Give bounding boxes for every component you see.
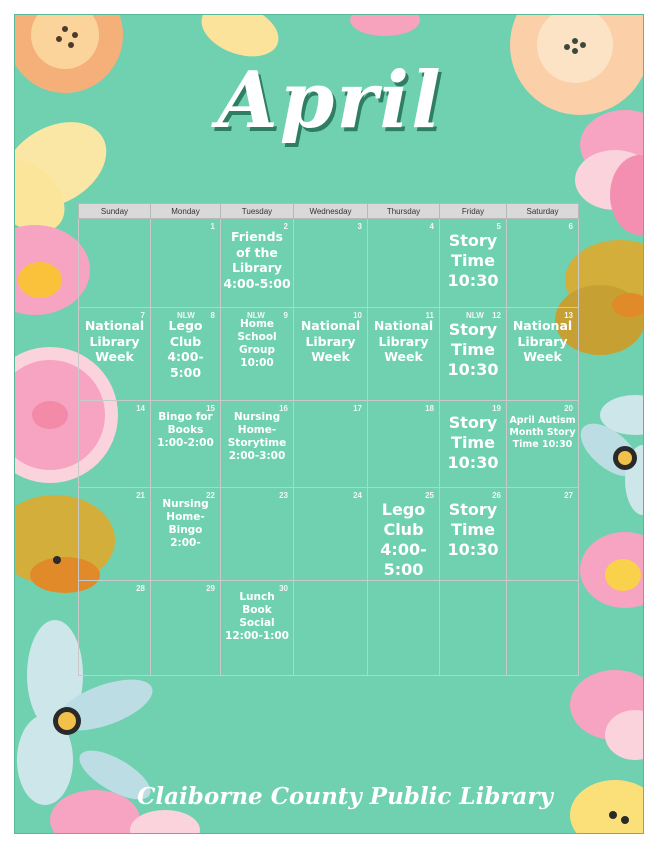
day-number: 29 xyxy=(206,584,215,593)
weekday-header: Sunday xyxy=(79,204,151,219)
calendar-week-row xyxy=(79,488,579,581)
event-text: Story Time 10:30 xyxy=(447,320,499,379)
nlw-tag: NLW xyxy=(177,311,195,320)
day-number: 27 xyxy=(564,491,573,500)
calendar-day-cell xyxy=(151,581,221,676)
day-number: 4 xyxy=(429,222,434,231)
calendar-week-row xyxy=(79,219,579,308)
event-text: Lego Club 4:00-5:00 xyxy=(167,318,204,380)
calendar-day-cell xyxy=(79,219,151,308)
day-number: 11 xyxy=(425,311,434,320)
day-number: 1 xyxy=(210,222,215,231)
flower-icon xyxy=(570,670,644,834)
day-number: 6 xyxy=(568,222,573,231)
day-number: 30 xyxy=(279,584,288,593)
day-number: 23 xyxy=(279,491,288,500)
nlw-tag: NLW xyxy=(247,311,265,320)
flower-icon xyxy=(575,110,644,235)
weekday-header: Friday xyxy=(440,204,507,219)
event-text: April Autism Month Story Time 10:30 xyxy=(509,415,576,450)
calendar-week-row xyxy=(79,308,579,401)
event-text: Story Time 10:30 xyxy=(447,231,499,290)
weekday-header: Monday xyxy=(151,204,221,219)
event-text: Nursing Home-Bingo 2:00- xyxy=(162,498,209,550)
calendar-page xyxy=(14,14,644,834)
calendar-day-cell xyxy=(440,488,507,581)
calendar-day-cell xyxy=(151,401,221,488)
calendar-day-cell xyxy=(440,401,507,488)
event-text: Story Time 10:30 xyxy=(447,413,499,472)
calendar-day-cell xyxy=(294,219,368,308)
day-number: 18 xyxy=(425,404,434,413)
day-number: 8 xyxy=(210,311,215,320)
weekday-header: Tuesday xyxy=(221,204,294,219)
calendar-day-cell xyxy=(440,219,507,308)
day-number: 5 xyxy=(496,222,501,231)
calendar-day-cell xyxy=(79,581,151,676)
nlw-tag: NLW xyxy=(466,311,484,320)
calendar-day-cell xyxy=(79,401,151,488)
weekday-header: Thursday xyxy=(368,204,440,219)
calendar-day-cell xyxy=(507,308,579,401)
calendar-day-cell xyxy=(221,581,294,676)
day-number: 14 xyxy=(136,404,145,413)
day-number: 28 xyxy=(136,584,145,593)
day-number: 12 xyxy=(492,311,501,320)
calendar-day-cell xyxy=(440,308,507,401)
event-text: National Library Week xyxy=(300,318,361,365)
calendar-day-cell xyxy=(507,219,579,308)
flower-icon xyxy=(580,532,644,608)
calendar-day-cell xyxy=(368,488,440,581)
day-number: 21 xyxy=(136,491,145,500)
calendar-day-cell xyxy=(151,308,221,401)
calendar-day-cell xyxy=(368,219,440,308)
event-text: Bingo for Books 1:00-2:00 xyxy=(157,411,214,450)
day-number: 2 xyxy=(283,222,288,231)
day-number: 26 xyxy=(492,491,501,500)
flower-icon xyxy=(510,15,644,115)
weekday-header: Wednesday xyxy=(294,204,368,219)
calendar-day-cell xyxy=(507,581,579,676)
calendar-day-cell xyxy=(294,488,368,581)
day-number: 3 xyxy=(357,222,362,231)
calendar-day-cell xyxy=(151,488,221,581)
calendar-grid xyxy=(78,203,579,676)
day-number: 16 xyxy=(279,404,288,413)
day-number: 13 xyxy=(564,311,573,320)
day-number: 20 xyxy=(564,404,573,413)
calendar-day-cell xyxy=(221,401,294,488)
event-text: National Library Week xyxy=(373,318,434,365)
calendar-week-row xyxy=(79,401,579,488)
calendar-day-cell xyxy=(221,308,294,401)
day-number: 22 xyxy=(206,491,215,500)
calendar-day-cell xyxy=(221,488,294,581)
calendar-day-cell xyxy=(507,488,579,581)
event-text: Nursing Home-Storytime 2:00-3:00 xyxy=(227,411,287,463)
event-text: Lego Club 4:00-5:00 xyxy=(380,500,427,579)
day-number: 24 xyxy=(353,491,362,500)
event-text: National Library Week xyxy=(512,318,573,365)
calendar-day-cell xyxy=(368,581,440,676)
event-text: Lunch Book Social 12:00-1:00 xyxy=(225,591,289,643)
leaf-icon xyxy=(350,15,420,36)
weekday-header-row xyxy=(79,204,579,219)
calendar-day-cell xyxy=(368,401,440,488)
day-number: 25 xyxy=(425,491,434,500)
calendar-day-cell xyxy=(294,401,368,488)
library-name: Claiborne County Public Library xyxy=(137,783,553,810)
day-number: 9 xyxy=(283,311,288,320)
calendar-day-cell xyxy=(79,308,151,401)
calendar-week-row xyxy=(79,581,579,676)
event-text: Story Time 10:30 xyxy=(447,500,499,559)
day-number: 7 xyxy=(140,311,145,320)
calendar-day-cell xyxy=(79,488,151,581)
calendar-day-cell xyxy=(507,401,579,488)
day-number: 17 xyxy=(353,404,362,413)
weekday-header: Saturday xyxy=(507,204,579,219)
event-text: Home School Group 10:00 xyxy=(237,318,277,370)
day-number: 15 xyxy=(206,404,215,413)
calendar-day-cell xyxy=(294,581,368,676)
calendar-day-cell xyxy=(294,308,368,401)
flower-icon xyxy=(572,395,644,515)
event-text: Friends of the Library 4:00-5:00 xyxy=(223,229,291,291)
event-text: National Library Week xyxy=(84,318,145,365)
day-number: 19 xyxy=(492,404,501,413)
calendar-day-cell xyxy=(221,219,294,308)
calendar-day-cell xyxy=(440,581,507,676)
day-number: 10 xyxy=(353,311,362,320)
flower-icon xyxy=(15,15,123,93)
calendar-day-cell xyxy=(151,219,221,308)
calendar-day-cell xyxy=(368,308,440,401)
month-title: April xyxy=(217,55,443,146)
